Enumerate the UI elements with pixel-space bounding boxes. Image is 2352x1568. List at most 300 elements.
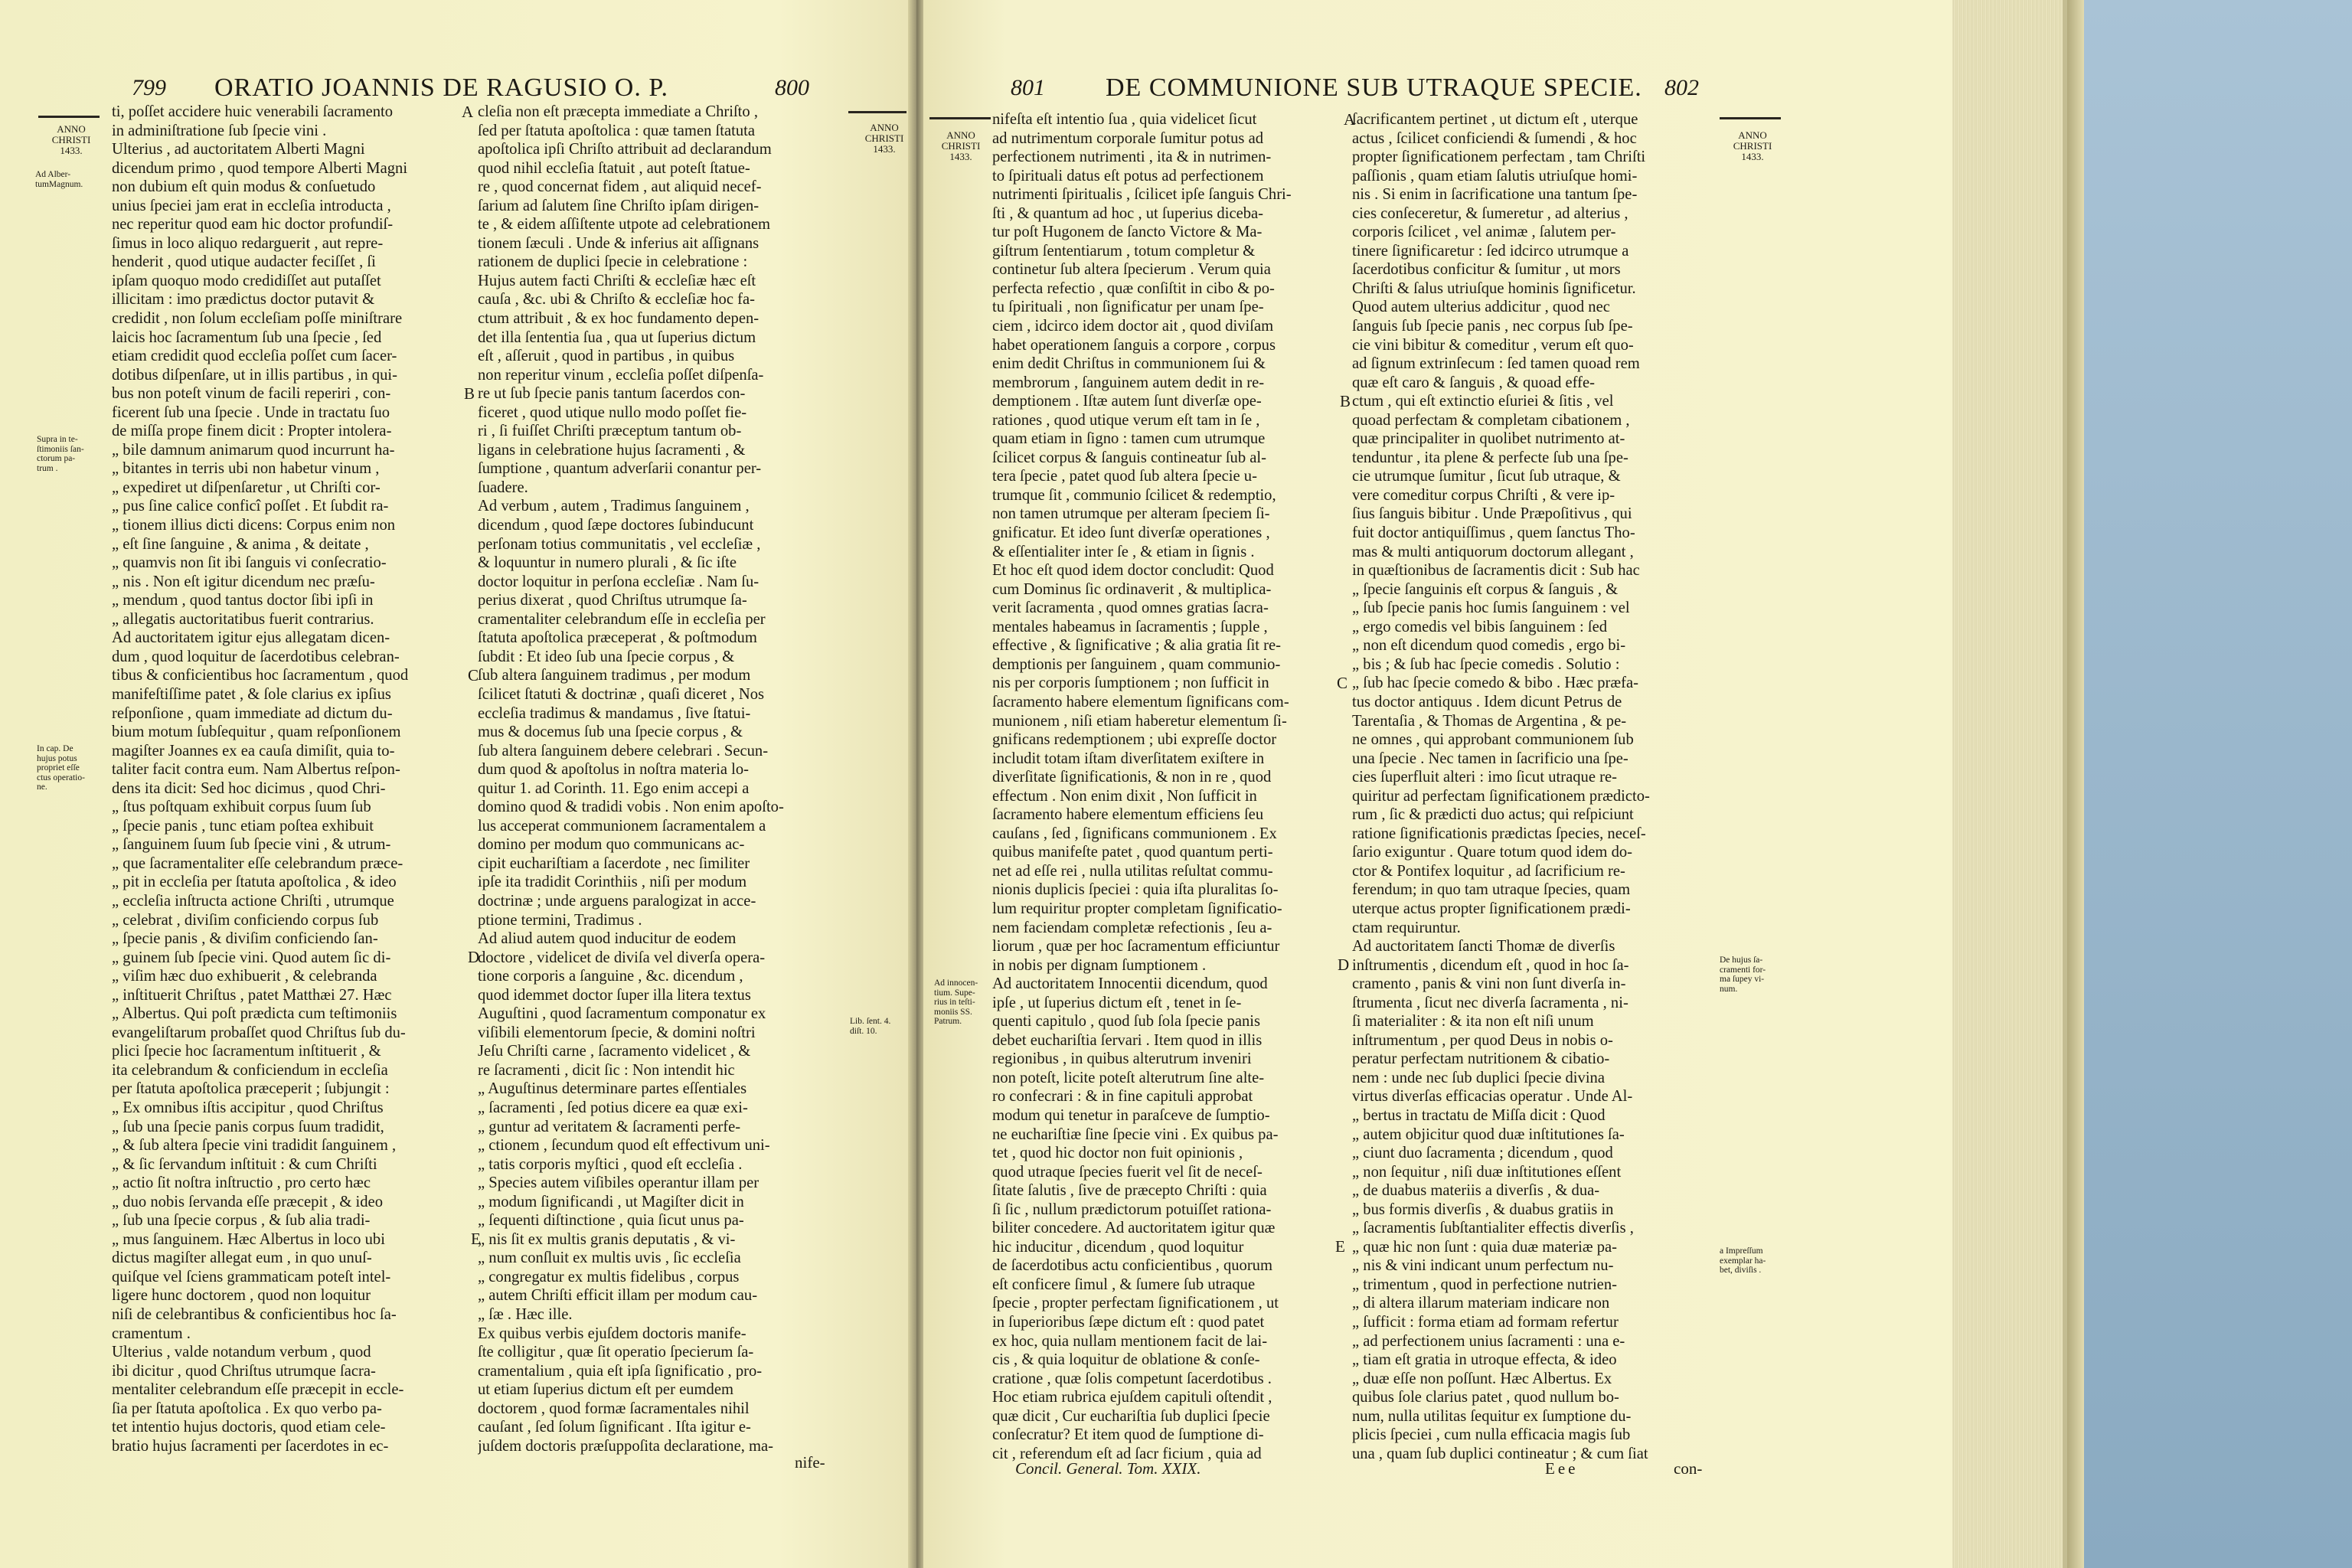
text-line: includit totam iſtam diverſitatem exiſtere in — [992, 750, 1265, 767]
text-line: fuit doctor antiquiſſimus , quem ſanctus Tho- — [1352, 524, 1635, 542]
text-line: gnificatur. Et ideo ſunt diverſæ operationes , — [992, 524, 1270, 542]
text-line: „ ctionem , ſecundum quod eſt effectivum uni- — [478, 1137, 770, 1155]
text-line: „ bitantes in terris ubi non habetur vinum , — [112, 460, 380, 478]
text-line: quæ principaliter in quolibet nutrimento at- — [1352, 430, 1625, 448]
text-line: niſi de celebrantibus & conficientibus hoc ſa- — [112, 1306, 397, 1323]
text-line: cies conſeceretur, & ſumeretur , ad alterius , — [1352, 204, 1628, 222]
text-line: propter ſignificationem perfectam , tam Chriſti — [1352, 149, 1646, 166]
text-line: perfectionem nutrimenti , ita & in nutrimen- — [992, 149, 1272, 166]
text-line: „ actio ſit noſtra inſtructio , pro certo hæc — [112, 1174, 371, 1192]
section-letter: A — [462, 103, 474, 121]
text-line: tus doctor antiquus . Idem dicunt Petrus de — [1352, 693, 1622, 710]
text-line: „ & ſic ſervandum inſtituit : & cum Chriſti — [112, 1155, 377, 1173]
text-line: „ trimentum , quod in perfectione nutrien- — [1352, 1276, 1617, 1293]
text-line: re ſacramenti , dicit ſic : Non intendit hic — [478, 1061, 735, 1079]
text-line: „ di altera illarum materiam indicare non — [1352, 1295, 1610, 1312]
text-line: illicitam : imo prædictus doctor putavit & — [112, 291, 375, 309]
anno-christi-label: ANNO CHRISTI 1433. — [1733, 129, 1772, 162]
text-line: verit ſacramenta , quod omnes gratias ſacra- — [992, 599, 1269, 617]
text-line: juſdem doctoris præſuppoſita declaratione, ma- — [478, 1437, 774, 1455]
page-number: 801 — [1011, 75, 1045, 100]
text-line: ſi materialiter : & ita non eſt niſi unum — [1352, 1013, 1594, 1031]
text-line: una , quam ſub duplici contineatur ; & cum ſiat — [1352, 1445, 1648, 1462]
text-line: & eſſentialiter inter ſe , & etiam in ſignis . — [992, 543, 1255, 560]
text-line: actus , ſcilicet conficiendi & ſumendi , & hoc — [1352, 129, 1637, 147]
anno-christi-label: ANNO CHRISTI 1433. — [51, 123, 91, 156]
text-line: ſitate ſalutis , ſive de præcepto Chriſti : quia — [992, 1182, 1267, 1200]
text-line: credidit , non ſolum eccleſiam poſſe miniſtrare — [112, 310, 403, 328]
text-line: tione corporis a ſanguine , &c. dicendum , — [478, 968, 743, 985]
text-line: „ bile damnum animarum quod incurrunt ha- — [112, 441, 395, 459]
text-line: virtus diverſas efficacias operatur . Unde Al- — [1352, 1088, 1633, 1106]
text-line: cleſia non eſt præcepta immediate a Chriſto , — [478, 103, 758, 120]
text-line: „ expediret ut diſpenſaretur , ut Chriſti cor- — [112, 479, 381, 496]
text-line: tu ſpirituali , non ſignificatur per unam ſpe- — [992, 299, 1264, 316]
text-line: reſponſione , quam immediate ad dictum du- — [112, 704, 393, 722]
page-fore-edge — [1952, 0, 2067, 1568]
text-line: „ ſub una ſpecie panis corpus ſuum tradidit, — [112, 1118, 384, 1135]
text-line: domino per modum quo communicans ac- — [478, 836, 745, 854]
margin-note: Ad Alber- tumMagnum. — [35, 170, 83, 189]
text-line: ſia per ſtatuta apoſtolica . Ex quo verbo pa- — [112, 1400, 382, 1417]
text-line: non poteſt, licite poteſt alterutrum ſine alte- — [992, 1069, 1265, 1086]
text-line: quoad perfectam & completam cibationem , — [1352, 411, 1630, 429]
text-line: cramentum . — [112, 1325, 191, 1342]
text-column — [992, 110, 1338, 1463]
text-line: ſarium ad ſalutem ſine Chriſto ipſam dirigen- — [478, 197, 760, 214]
text-line: cauſa , &c. ubi & Chriſto & eccleſiæ hoc fa- — [478, 291, 755, 309]
text-line: cipit euchariſtiam a ſacerdote , nec ſimiliter — [478, 854, 750, 872]
text-line: giſtrum ſententiarum , totum completur & — [992, 242, 1256, 260]
page-number: 800 — [775, 75, 809, 100]
text-line: cramentaliter celebrandum eſſe in eccleſia per — [478, 610, 766, 628]
text-line: ſius ſanguis bibitur . Unde Præpoſitivus , qui — [1352, 505, 1632, 523]
text-line: quæ dicit , Cur euchariſtia ſub duplici ſpecie — [992, 1407, 1270, 1425]
text-line: cauſant , ſed ſolum ſignificant . Iſta igitur e- — [478, 1419, 751, 1436]
text-line: non tamen utrumque per alteram ſpeciem ſi- — [992, 505, 1270, 523]
text-line: re , quod concernat fidem , aut aliquid necef- — [478, 178, 762, 196]
text-line: Ad auctoritatem igitur ejus allegatam dicen- — [112, 629, 390, 647]
text-line: ſte colligitur , quæ ſit operatio ſpecierum ſa- — [478, 1344, 754, 1361]
text-line: Chriſti & ſalus utriuſque hominis ſignificetur. — [1352, 279, 1636, 297]
text-line: „ ſpecie panis , & diviſim conficiendo ſan- — [112, 930, 378, 948]
text-line: ne omnes , qui approbant communionem ſub — [1352, 731, 1634, 749]
text-line: trumque ſit , communio ſcilicet & redemptio, — [992, 486, 1276, 504]
text-line: nis . Si enim in ſacrificatione una tantum ſpe- — [1352, 186, 1638, 204]
text-line: cies ſuperfluit alteri : imo ſicut utraque re- — [1352, 769, 1617, 786]
text-line: ſacramento habere elementum efficiens ſeu — [992, 806, 1264, 824]
text-line: in ſuperioribus ſæpe dictum eſt : quod patet — [992, 1314, 1265, 1331]
text-line: doctor loquitur in perſona eccleſiæ . Nam ſu- — [478, 573, 760, 590]
catchword: con- — [1674, 1459, 1703, 1478]
text-line: „ tatis corporis myſtici , quod eſt eccleſia . — [478, 1155, 743, 1173]
text-line: ſed per ſtatuta apoſtolica : quæ tamen ſtatuta — [478, 122, 755, 139]
text-line: „ non ſequitur , niſi duæ inſtitutiones eſſent — [1352, 1163, 1622, 1181]
text-line: eſt conficere ſimul , & ſumere ſub utraque — [992, 1276, 1256, 1293]
margin-note: Ad innocen- tium. Supe- rius in teſti- moniis SS. Patrum. — [934, 978, 978, 1026]
text-line: cum Dominus ſic ordinaverit , & multiplica- — [992, 580, 1272, 598]
text-line: taliter facit contra eum. Nam Albertus reſpon- — [112, 761, 400, 779]
text-line: & loquuntur in numero plurali , & ſic iſte — [478, 554, 737, 572]
text-line: „ tiam eſt gratia in utroque effecta, & ideo — [1352, 1351, 1617, 1369]
text-line: laicis hoc ſacramentum ſub una ſpecie , ſed — [112, 328, 382, 346]
text-line: „ bis ; & ſub hac ſpecie comedis . Solutio : — [1352, 655, 1620, 673]
text-line: rum , ſic & prædicti duo actus; qui reſpiciunt — [1352, 806, 1634, 824]
text-line: „ ſub una ſpecie corpus , & ſub alia tradi- — [112, 1212, 371, 1230]
text-line: ſumptione , quantum adverſarii conantur per- — [478, 460, 762, 478]
text-line: lus acceperat communionem ſacramentalem a — [478, 817, 766, 835]
text-line: re ut ſub ſpecie panis tantum ſacerdos con- — [478, 385, 746, 403]
text-line: to ſpirituali datus eſt potus ad perfectionem — [992, 167, 1264, 185]
header-rule — [848, 111, 906, 113]
text-line: ex hoc, quia nullam mentionem facit de lai- — [992, 1332, 1268, 1350]
text-line: perſonam totius communitatis , vel eccleſiæ , — [478, 535, 761, 553]
text-line: ctam requiruntur. — [1352, 919, 1461, 936]
text-line: hic inducitur , dicendum , quod loquitur — [992, 1238, 1244, 1256]
text-line: te , & eidem aſſiſtente utpote ad celebrationem — [478, 216, 770, 234]
text-line: bratio hujus ſacramenti per ſacerdotes in ec- — [112, 1437, 389, 1455]
text-line: „ num conſluit ex multis uvis , ſic eccleſia — [478, 1250, 741, 1267]
section-letter: C — [1337, 674, 1348, 692]
book-cover-edge — [2067, 0, 2084, 1568]
text-line: tenduntur , ita plene & perfecte ſub una ſpe- — [1352, 449, 1628, 466]
text-line: debet euchariſtia ſervari . Item quod in illis — [992, 1031, 1263, 1049]
text-line: „ eccleſia inſtructa actione Chriſti , utrumque — [112, 892, 394, 910]
text-line: ſi ſic , nullum prædictorum potuiſſet rationa- — [992, 1200, 1272, 1218]
text-line: regionibus , in quibus alterutrum inveniri — [992, 1050, 1252, 1068]
text-line: biliter concedere. Ad auctoritatem igitur quæ — [992, 1220, 1276, 1237]
text-line: quod nihil eccleſia ſtatuit , aut poteſt ſtatue- — [478, 159, 750, 177]
text-line: quiſque vel ſciens grammaticam poteſt intel- — [112, 1268, 391, 1285]
section-letter: D — [468, 948, 480, 966]
text-line: rationes , quod utique verum eſt tam in ſe , — [992, 411, 1260, 429]
text-line: „ mus ſanguinem. Hæc Albertus in loco ubi — [112, 1230, 385, 1248]
text-line: „ Auguſtinus determinare partes eſſentiales — [478, 1080, 747, 1098]
text-line: „ ſequenti diſtinctione , quia ſicut unus pa- — [478, 1212, 744, 1230]
text-line: mentales habeamus in ſacramentis ; ſupple , — [992, 618, 1268, 635]
text-line: doctore , videlicet de diviſa vel diverſa opera- — [478, 949, 766, 966]
text-line: nem faciendam completæ refectionis , ſeu a- — [992, 919, 1272, 936]
section-letter: B — [1340, 392, 1351, 410]
text-line: „ de duabus materiis a diverſis , & dua- — [1352, 1182, 1600, 1200]
text-line: ſtatuta apoſtolica præceperat , & poſtmodum — [478, 629, 757, 647]
text-line: ſti , & quantum ad hoc , ut ſuperius diceba- — [992, 204, 1264, 222]
text-line: „ bertus in tractatu de Miſſa dicit : Quod — [1352, 1106, 1606, 1124]
text-line: nis per corporis ſumptionem ; non ſufficit in — [992, 675, 1269, 692]
text-line: magiſter Joannes ex ea cauſa dimiſit, quia to- — [112, 742, 395, 760]
text-line: „ non eſt dicendum quod comedis , ergo bi- — [1352, 637, 1626, 655]
text-line: demptionis per ſanguinem , quam communio- — [992, 655, 1281, 673]
running-head: DE COMMUNIONE SUB UTRAQUE SPECIE. — [1106, 74, 1642, 102]
text-line: cratione , quæ ſolis competunt ſacerdotibus . — [992, 1370, 1272, 1387]
text-line: mus & docemus ſub una ſpecie corpus , & — [478, 724, 743, 741]
text-line: de ſacerdotibus actu conficientibus , quorum — [992, 1257, 1273, 1275]
text-line: manifeſtiſſime patet , & ſole clarius ex ipſius — [112, 685, 391, 703]
text-line: demptionem . Iſtæ autem ſunt diverſæ ope- — [992, 393, 1262, 410]
text-line: „ ſpecie ſanguinis eſt corpus & ſanguis , & — [1352, 580, 1619, 598]
text-line: ficeret , quod utique nullo modo poſſet fie- — [478, 403, 747, 421]
text-line: ti, poſſet accidere huic venerabili ſacramento — [112, 103, 394, 120]
text-line: ſpecie , propter perfectam ſignificationem , ut — [992, 1295, 1279, 1312]
text-line: tera ſpecie , patet quod ſub altera ſpecie u- — [992, 468, 1257, 485]
header-rule — [38, 116, 100, 118]
text-line: „ duæ eſſe non poſſunt. Hæc Albertus. Ex — [1352, 1370, 1612, 1387]
text-line: quod idemmet doctor ſuper illa litera textus — [478, 986, 751, 1004]
section-letter: C — [468, 666, 479, 684]
text-line: tet , quod hic doctor non fuit opinionis , — [992, 1145, 1243, 1162]
text-line: „ congregatur ex multis fidelibus , corpus — [478, 1268, 740, 1285]
text-line: bium motum ſubſequitur , quam reſponſionem — [112, 724, 401, 741]
text-line: henderit , quod utique audacter feciſſet , ſi — [112, 253, 376, 271]
section-letter: A — [1344, 110, 1356, 129]
text-line: viſibili elementorum ſpecie, & domini noſtri — [478, 1024, 756, 1041]
text-line: Hujus autem facti Chriſti & eccleſiæ hæc eſt — [478, 272, 756, 289]
margin-note: a Impreſſum exemplar ha- bet, diviſis . — [1720, 1246, 1766, 1275]
text-line: Jeſu Chriſti carne , ſacramento videlicet , & — [478, 1043, 751, 1060]
text-line: quitur 1. ad Corinth. 11. Ego enim accepi a — [478, 779, 750, 797]
text-line: ſanguis ſub ſpecie panis , nec corpus ſub ſpe- — [1352, 318, 1633, 335]
text-line: quæ eſt caro & ſanguis , & quoad effe- — [1352, 374, 1596, 391]
text-line: „ Albertus. Qui poſt prædicta cum teſtimoniis — [112, 1005, 397, 1023]
text-line: „ & ſub altera ſpecie vini tradidit ſanguinem , — [112, 1137, 397, 1155]
text-line: tet intentio hujus doctoris, quod etiam cele- — [112, 1419, 386, 1436]
text-line: ſtrumenta , ſicut nec diverſa ſacramenta , ni- — [1352, 994, 1628, 1011]
running-head: ORATIO JOANNIS DE RAGUSIO O. P. — [214, 74, 668, 102]
text-line: rationem de duplici ſpecie in celebratione : — [478, 253, 748, 271]
text-line: mas & multi antiquorum doctorum allegant , — [1352, 543, 1634, 560]
left-page — [0, 0, 916, 1568]
text-line: quiritur ad perfectam ſignificationem prædicto- — [1352, 787, 1650, 805]
book-gutter — [908, 0, 925, 1568]
text-line: uterque actus propter ſignificationem prædi- — [1352, 900, 1631, 917]
text-line: net ad eſſe rei , nulla utilitas reſultat commu- — [992, 862, 1273, 880]
text-column — [1352, 110, 1712, 1463]
text-line: ctum attribuit , & ex hoc fundamento depen- — [478, 310, 760, 328]
text-line: ſacrificantem pertinet , ut dictum eſt , uterque — [1352, 111, 1638, 128]
text-line: „ ſacramentis ſubſtantialiter effectis diverſis , — [1352, 1220, 1634, 1237]
text-line: Quod autem ulterius addicitur , quod nec — [1352, 299, 1610, 316]
text-line: ſcilicet ſtatuti & doctrinæ , quaſi diceret , Nos — [478, 685, 765, 703]
section-letter: B — [464, 384, 475, 403]
text-line: ferendum; in quo tam utraque ſpecies, quam — [1352, 881, 1631, 899]
text-line: „ pus ſine calice conficî poſſet . Et ſubdit ra- — [112, 498, 389, 515]
text-line: ſub altera ſanguinem tradimus , per modum — [478, 667, 751, 684]
text-line: per ſtatuta apoſtolica præceperit ; ſubjungit : — [112, 1080, 390, 1098]
text-column — [112, 103, 466, 1455]
text-line: domino quod & tradidi vobis . Non enim apoſto- — [478, 799, 784, 816]
page-number: 799 — [132, 75, 166, 100]
text-line: quibus ſole clarius patet , quod nullum bo- — [1352, 1389, 1619, 1406]
text-line: quod utraque ſpecies fuerit vel ſit de neceſ- — [992, 1163, 1263, 1181]
text-line: dens ita dicit: Sed hoc dicimus , quod Chri- — [112, 779, 386, 797]
text-line: „ que ſacramentaliter eſſe celebrandum præce- — [112, 854, 403, 872]
text-line: quenti capitulo , quod ſub ſola ſpecie panis — [992, 1013, 1261, 1031]
text-line: doctorem , quod formæ ſacramentales nihil — [478, 1400, 750, 1417]
text-line: „ celebrat , diviſim conficiendo corpus ſub — [112, 911, 379, 929]
text-line: etiam credidit quod eccleſia poſſet cum ſacer- — [112, 348, 397, 365]
text-line: ro confecrari : & in fine capituli approbat — [992, 1088, 1253, 1106]
text-line: „ ſtus poſtquam exhibuit corpus ſuum ſub — [112, 799, 371, 816]
text-line: dictus magiſter allegat eum , in quo unuſ- — [112, 1250, 372, 1267]
text-line: tibus & conficientibus hoc ſacramentum , quod — [112, 667, 409, 684]
text-line: tur poſt Hugonem de ſancto Victore & Ma- — [992, 224, 1263, 241]
text-line: una ſpecie . Nec tamen in ſacrificio una ſpe- — [1352, 750, 1628, 767]
text-line: bus non poteſt vinum de facili reperiri , con- — [112, 385, 391, 403]
text-line: num, nulla utilitas ſequitur ex ſumptione du- — [1352, 1407, 1632, 1425]
text-line: conſecratur? Et item quod de ſumptione di- — [992, 1426, 1264, 1444]
text-line: „ quæ hic non ſunt : quia duæ materiæ pa- — [1352, 1238, 1618, 1256]
text-column — [478, 103, 838, 1455]
text-line: „ eſt ſine ſanguine , & anima , & deitate , — [112, 535, 369, 553]
margin-note: In cap. De hujus potus propriet eſſe ctus operatio- ne. — [37, 744, 85, 792]
text-line: Ulterius , ad auctoritatem Alberti Magni — [112, 141, 365, 158]
text-line: cie utrumque ſumitur , ſicut ſub utraque, & — [1352, 468, 1621, 485]
text-line: „ Ex omnibus iſtis accipitur , quod Chriſtus — [112, 1099, 384, 1116]
text-line: non reperitur vinum , eccleſia poſſet diſpenſa- — [478, 366, 764, 384]
text-line: vere comeditur corpus Chriſti , & vere ip- — [1352, 486, 1615, 504]
text-line: „ allegatis auctoritatibus fuerit contrarius. — [112, 610, 374, 628]
text-line: ſub altera ſanguinem debere celebrari . Secun- — [478, 742, 769, 760]
text-line: liorum , quæ per hoc ſacramentum efficiuntur — [992, 938, 1280, 956]
page-number: 802 — [1664, 75, 1699, 100]
text-line: de miſſa prope finem dicit : Propter intolera- — [112, 423, 392, 440]
text-line: „ nis . Non eſt igitur dicendum nec præſu- — [112, 573, 375, 590]
text-line: ctum , qui eſt extinctio eſuriei & ſitis , vel — [1352, 393, 1614, 410]
text-line: ipſe ita tradidit Corinthiis , niſi per modum — [478, 874, 747, 891]
text-line: ciem , idcirco idem doctor ait , quod diviſam — [992, 318, 1274, 335]
header-rule — [1720, 117, 1781, 119]
text-line: ad nutrimentum corporale ſumitur potus ad — [992, 129, 1264, 147]
text-line: ita celebrandum & conficiendum in eccleſia — [112, 1061, 388, 1079]
text-line: effectum . Non enim dixit , Non ſufficit in — [992, 787, 1257, 805]
section-letter: D — [1338, 956, 1350, 974]
text-line: effective , & ſignificative ; & alia gratia ſit re- — [992, 637, 1282, 655]
text-line: Ad verbum , autem , Tradimus ſanguinem , — [478, 498, 750, 515]
text-line: „ ſanguinem ſuum ſub ſpecie vini , & utrum- — [112, 836, 391, 854]
text-line: diverſitate ſignificationis, & non in re , quod — [992, 769, 1272, 786]
text-line: Ex quibus verbis ejuſdem doctoris manife- — [478, 1325, 746, 1342]
text-line: ratione ſignificationis prædictas ſpecies, neceſ- — [1352, 825, 1646, 842]
text-line: membrorum , ſanguinem autem dedit in re- — [992, 374, 1265, 391]
text-line: ficerent ſub una ſpecie . Unde in tractatu ſuo — [112, 403, 390, 421]
text-line: ligans in celebratione hujus ſacramenti , & — [478, 441, 746, 459]
text-line: dum , quod loquitur de ſacerdotibus celebran- — [112, 648, 400, 665]
background — [2067, 0, 2352, 1568]
text-line: „ Species autem viſibiles operantur illam per — [478, 1174, 760, 1192]
section-letter: E — [471, 1230, 481, 1248]
text-line: cauſans , ſed , ſignificans communionem . Ex — [992, 825, 1277, 842]
text-line: det illa ſententia ſua , qua ut ſuperius dictum — [478, 328, 756, 346]
text-line: eccleſia tradimus & mandamus , ſive ſtatui- — [478, 704, 751, 722]
text-line: ſacerdotibus conficitur & ſumitur , ut mors — [1352, 261, 1621, 279]
text-line: dicendum primo , quod tempore Alberti Magni — [112, 159, 408, 177]
header-rule — [929, 117, 991, 119]
text-line: ſimus in loco aliquo redarguerit , aut repre- — [112, 234, 384, 252]
text-line: nec reperitur quod eam hic doctor profundiſ- — [112, 216, 394, 234]
text-line: ri , ſi fuiſſet Chriſti præceptum tantum ob- — [478, 423, 742, 440]
text-line: dum quod & apoſtolus in noſtra materia lo- — [478, 761, 750, 779]
text-line: „ tionem illius dicti dicens: Corpus enim non — [112, 517, 396, 534]
text-line: „ pit in eccleſia per ſtatuta apoſtolica , & ideo — [112, 874, 397, 891]
text-line: „ viſim hæc duo exhibuerit , & celebranda — [112, 968, 377, 985]
text-line: Tarentaſia , & Thomas de Argentina , & pe- — [1352, 712, 1627, 730]
text-line: lum requiritur propter completam ſignificatio- — [992, 900, 1282, 917]
text-line: „ quamvis non ſit ibi ſanguis vi conſecratio- — [112, 554, 387, 572]
anno-christi-label: ANNO CHRISTI 1433. — [941, 129, 981, 162]
text-line: inſtrumentum , per quod Deus in nobis o- — [1352, 1031, 1613, 1049]
text-line: quibus manifeſte patet , quod quantum perti- — [992, 844, 1273, 861]
text-line: ad ſignum extrinſecum : ſed tamen quoad rem — [1352, 355, 1640, 373]
text-line: Auguſtini , quod ſacramentum componatur ex — [478, 1005, 766, 1023]
text-line: ligere hunc doctorem , quod non loquitur — [112, 1287, 371, 1305]
page-footer: Concil. General. Tom. XXIX. — [1015, 1459, 1201, 1478]
text-line: nem : unde nec ſub duplici ſpecie divina — [1352, 1069, 1605, 1086]
text-line: ſario exiguntur . Quare totum quod idem do- — [1352, 844, 1633, 861]
text-line: „ autem Chriſti efficit illam per modum cau- — [478, 1287, 758, 1305]
text-line: perfecta refectio , quæ conſiſtit in cibo & po- — [992, 279, 1275, 297]
text-line: ibi dicitur , quod Chriſtus utrumque ſacra- — [112, 1362, 376, 1380]
text-line: „ bus formis diverſis , & duabus gratiis in — [1352, 1200, 1614, 1218]
text-line: dicendum , quod ſæpe doctores ſubinducunt — [478, 517, 754, 534]
text-line: ptione termini, Tradimus . — [478, 911, 642, 929]
text-line: „ ſæ . Hæc ille. — [478, 1306, 573, 1323]
margin-note: Lib. ſent. 4. diſt. 10. — [850, 1017, 891, 1036]
text-line: „ ſub hac ſpecie comedo & bibo . Hæc præfa- — [1352, 675, 1638, 692]
text-line: tinere ſignificaretur : ſed idcirco utrumque a — [1352, 242, 1629, 260]
text-line: in adminiſtratione ſub ſpecie vini . — [112, 122, 327, 139]
text-line: „ nis ſit ex multis granis deputatis , & vi- — [478, 1230, 736, 1248]
text-line: ſacramento habere elementum ſignificans com- — [992, 693, 1289, 710]
margin-note: De hujus ſa- cramenti for- ma ſupey vi- num. — [1720, 956, 1766, 994]
text-line: „ ſub ſpecie panis hoc ſumis ſanguinem : vel — [1352, 599, 1630, 617]
text-line: „ ſpecie panis , tunc etiam poſtea exhibuit — [112, 817, 374, 835]
text-line: habet operationem ſanguis a corpore , corpus — [992, 336, 1276, 354]
text-line: evangeliſtarum probaſſet quod Chriſtus ſub du- — [112, 1024, 406, 1041]
text-line: apoſtolica ipſi Chriſto attribuit ad declarandum — [478, 141, 772, 158]
text-line: peratur perfectam nutritionem & cibatio- — [1352, 1050, 1610, 1068]
text-line: eſt , aſſeruit , quod in partibus , in quibus — [478, 348, 735, 365]
text-line: cit , referendum eſt ad ſacr ficium , quia ad — [992, 1445, 1262, 1462]
text-line: nionis duplicis ſpeciei : quia iſta pluralitas ſo- — [992, 881, 1279, 899]
text-line: quam etiam in ſigno : tamen cum utrumque — [992, 430, 1266, 448]
section-letter: E — [1335, 1237, 1345, 1256]
text-line: Ad auctoritatem ſancti Thomæ de diverſis — [1352, 938, 1615, 956]
text-line: „ autem objicitur quod duæ inſtitutiones ſa- — [1352, 1125, 1625, 1143]
text-line: ſuadere. — [478, 479, 528, 496]
text-line: „ inſtituerit Chriſtus , patet Matthæi 27. Hæc — [112, 986, 392, 1004]
text-line: ipſam quoquo modo credidiſſet aut putaſſet — [112, 272, 381, 289]
text-line: Et hoc eſt quod idem doctor concludit: Quod — [992, 562, 1274, 580]
text-line: „ ciunt duo ſacramenta ; dicendum , quod — [1352, 1145, 1613, 1162]
text-line: inſtrumentis , dicendum eſt , quod in hoc ſa- — [1352, 956, 1629, 974]
right-page — [923, 0, 1952, 1568]
text-line: ne euchariſtiæ ſine ſpecie vini . Ex quibus pa- — [992, 1125, 1279, 1143]
text-line: „ guntur ad veritatem & ſacramenti perfe- — [478, 1118, 741, 1135]
text-line: perius dixerat , quod Chriſtus utrumque ſa- — [478, 592, 747, 609]
text-line: Hoc etiam rubrica ejuſdem capituli oſtendit , — [992, 1389, 1272, 1406]
catchword: nife- — [795, 1453, 825, 1472]
text-line: mentaliter celebrandum eſſe præcepit in eccle- — [112, 1381, 404, 1399]
text-line: cramento , panis & vini non ſunt diverſa in- — [1352, 975, 1626, 993]
text-line: „ guinem ſub ſpecie vini. Quod autem ſic di- — [112, 949, 391, 966]
text-line: continetur ſub altera ſpecierum . Verum quia — [992, 261, 1271, 279]
text-line: in quæſtionibus de ſacramentis dicit : Sub hac — [1352, 562, 1640, 580]
text-line: ſubdit : Et ideo ſub una ſpecie corpus , & — [478, 648, 735, 665]
margin-note: Supra in te- ſtimoniis ſan- ctorum pa- trum . — [37, 435, 84, 473]
text-line: „ nis & vini indicant unum perfectum nu- — [1352, 1257, 1614, 1275]
text-line: „ ſufficit : forma etiam ad formam refertur — [1352, 1314, 1619, 1331]
text-line: „ ad perfectionem unius ſacramenti : una e- — [1352, 1332, 1625, 1350]
